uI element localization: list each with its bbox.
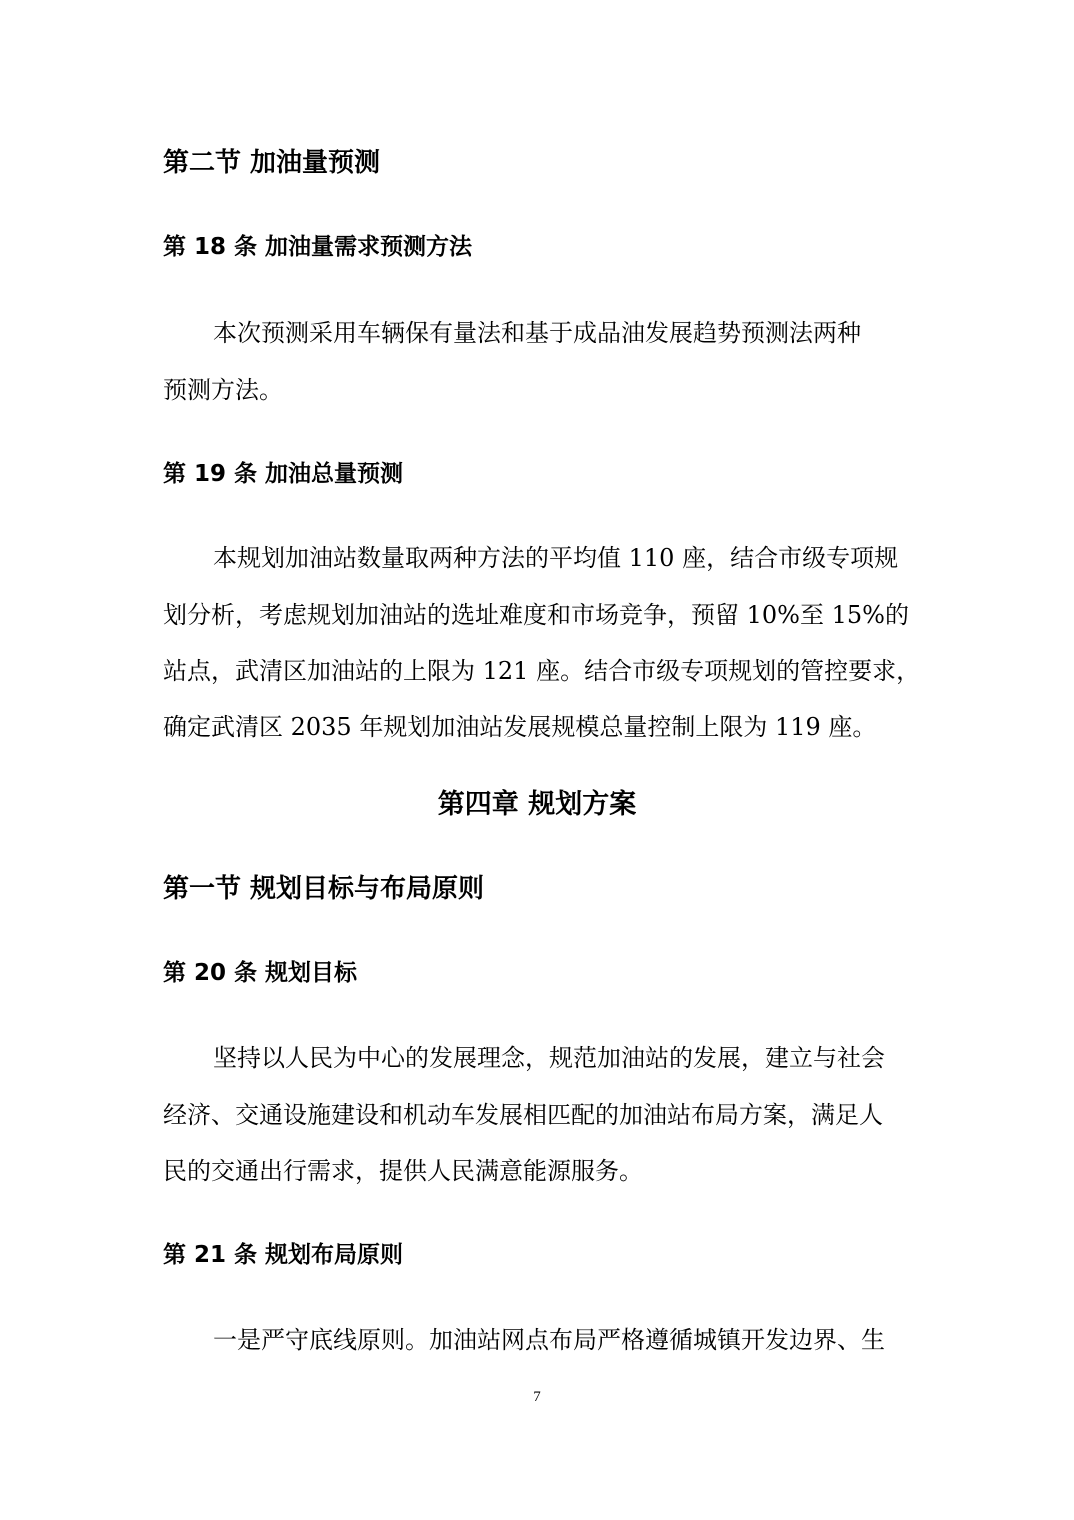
- page-number: 7: [533, 1389, 541, 1405]
- article-21-heading: 第 21 条 规划布局原则: [163, 1242, 404, 1268]
- article-20-line-2: 经济、交通设施建设和机动车发展相匹配的加油站布局方案，满足人: [163, 1101, 883, 1129]
- article-20-line-3: 民的交通出行需求，提供人民满意能源服务。: [163, 1157, 643, 1185]
- article-20-line-1: 坚持以人民为中心的发展理念，规范加油站的发展，建立与社会: [213, 1044, 885, 1072]
- article-19-line-1: 本规划加油站数量取两种方法的平均值 110 座，结合市级专项规: [213, 544, 899, 572]
- article-20-heading: 第 20 条 规划目标: [163, 960, 358, 986]
- article-18-line-2: 预测方法。: [163, 376, 283, 404]
- article-18-line-1: 本次预测采用车辆保有量法和基于成品油发展趋势预测法两种: [213, 319, 861, 347]
- article-18-heading: 第 18 条 加油量需求预测方法: [163, 234, 473, 260]
- article-19-heading: 第 19 条 加油总量预测: [163, 461, 404, 487]
- section-1-heading: 第一节 规划目标与布局原则: [163, 874, 485, 904]
- article-19-line-2: 划分析，考虑规划加油站的选址难度和市场竞争，预留 10%至 15%的: [163, 601, 909, 629]
- section-2-heading: 第二节 加油量预测: [163, 148, 381, 178]
- article-19-line-3: 站点，武清区加油站的上限为 121 座。结合市级专项规划的管控要求，: [163, 657, 921, 685]
- chapter-4-heading: 第四章 规划方案: [437, 789, 637, 820]
- article-19-line-4: 确定武清区 2035 年规划加油站发展规模总量控制上限为 119 座。: [163, 713, 877, 741]
- article-21-line-1: 一是严守底线原则。加油站网点布局严格遵循城镇开发边界、生: [213, 1326, 885, 1354]
